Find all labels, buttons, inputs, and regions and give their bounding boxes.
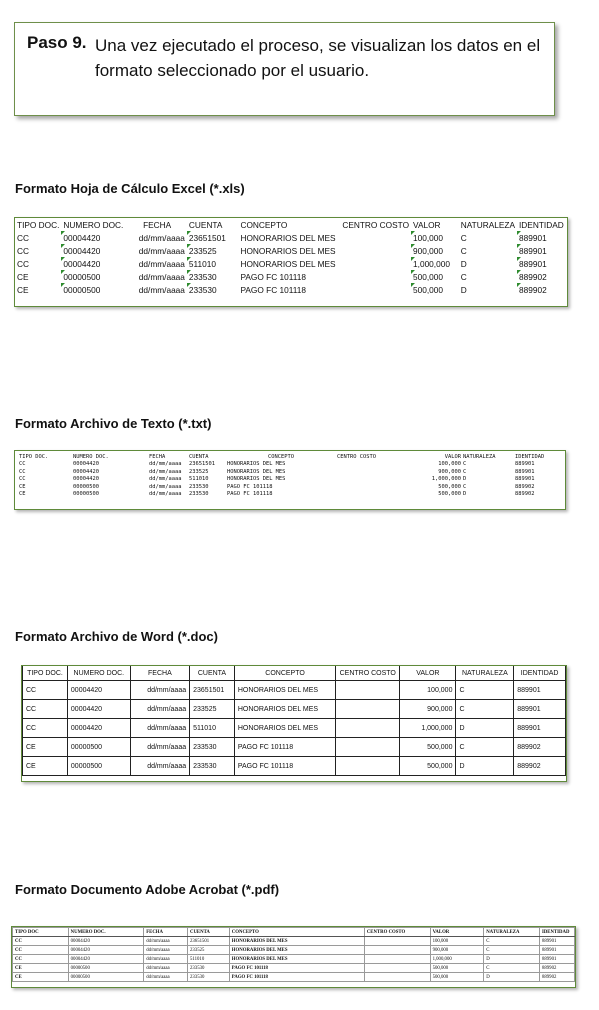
excel-table-cell: dd/mm/aaaa	[138, 271, 185, 282]
word-header-cell: CONCEPTO	[234, 666, 335, 681]
pdf-table-cell: PAGO FC 101118	[229, 964, 364, 973]
excel-table-cell: 889901	[517, 257, 567, 270]
pdf-table-cell	[364, 946, 430, 955]
pdf-table-cell: HONORARIOS DEL MES	[229, 946, 364, 955]
pdf-table-cell: 889902	[539, 973, 574, 982]
pdf-header-cell: CENTRO COSTO	[364, 928, 430, 937]
txt-header-cell: VALOR	[444, 453, 461, 460]
pdf-table-cell: 00000500	[68, 964, 144, 973]
pdf-table-cell	[364, 973, 430, 982]
txt-table-cell: C	[463, 461, 467, 468]
pdf-table	[12, 927, 575, 982]
txt-table-cell	[336, 468, 398, 476]
pdf-table-cell: 500,000	[430, 964, 484, 973]
excel-table-cell: 233530	[187, 270, 239, 283]
excel-table-row	[15, 270, 567, 283]
pdf-table-cell: 900,000	[430, 946, 484, 955]
txt-table-cell: 00004420	[73, 461, 99, 468]
txt-table-cell: HONORARIOS DEL MES	[227, 476, 286, 483]
excel-header-cell: CUENTA	[188, 219, 223, 230]
word-table-cell: 889902	[514, 757, 566, 776]
pdf-header-cell: VALOR	[430, 928, 484, 937]
word-table-cell: CC	[23, 719, 68, 738]
txt-table-cell: CC	[19, 476, 26, 483]
excel-header-cell: CONCEPTO	[240, 219, 288, 230]
pdf-table-cell	[364, 955, 430, 964]
word-table-cell: 900,000	[400, 700, 456, 719]
txt-table-cell: 889901	[515, 461, 535, 468]
txt-table-cell: 889902	[515, 483, 535, 490]
excel-table-cell: 900,000	[411, 244, 459, 257]
txt-table-cell: dd/mm/aaaa	[149, 468, 182, 475]
txt-header-cell: CONCEPTO	[268, 453, 294, 460]
pdf-table-cell: C	[484, 937, 540, 946]
pdf-section-title: Formato Documento Adobe Acrobat (*.pdf)	[15, 882, 280, 897]
excel-table-cell	[340, 244, 411, 257]
pdf-header-cell: NATURALEZA	[484, 928, 540, 937]
pdf-table-row	[13, 955, 575, 964]
excel-table-cell: D	[460, 284, 467, 295]
pdf-header-cell: CUENTA	[188, 928, 230, 937]
excel-section-title: Formato Hoja de Cálculo Excel (*.xls)	[15, 181, 245, 196]
word-table-cell: 233525	[190, 700, 235, 719]
pdf-table-cell: PAGO FC 101118	[229, 973, 364, 982]
word-table-cell: CC	[23, 681, 68, 700]
word-table-cell: 00004420	[67, 719, 130, 738]
excel-table-cell: HONORARIOS DEL MES	[240, 258, 336, 269]
excel-table-cell: 00004420	[61, 244, 127, 257]
pdf-table-cell: CC	[13, 946, 69, 955]
excel-table-cell: 511010	[187, 257, 239, 270]
excel-table-cell: 889902	[517, 270, 567, 283]
txt-preview	[14, 450, 566, 510]
excel-table-cell: 889901	[517, 231, 567, 244]
pdf-table-cell: D	[484, 973, 540, 982]
txt-table-cell: PAGO FC 101118	[227, 483, 273, 490]
excel-table-row	[15, 257, 567, 270]
word-table-cell: HONORARIOS DEL MES	[234, 681, 335, 700]
txt-table-row	[18, 461, 558, 469]
txt-table-cell: D	[463, 476, 467, 483]
txt-table-cell: dd/mm/aaaa	[149, 483, 182, 490]
word-table-row	[23, 738, 566, 757]
word-table-cell: 23651501	[190, 681, 235, 700]
txt-table-cell: 00000500	[73, 483, 99, 490]
word-preview	[21, 665, 567, 782]
pdf-table-cell: dd/mm/aaaa	[144, 955, 188, 964]
word-table-cell: 00004420	[67, 681, 130, 700]
txt-header-cell: IDENTIDAD	[515, 453, 545, 460]
word-table-cell	[336, 757, 400, 776]
excel-table-row	[15, 283, 567, 296]
pdf-table-cell: dd/mm/aaaa	[144, 946, 188, 955]
word-header-cell: IDENTIDAD	[514, 666, 566, 681]
pdf-table-cell: CC	[13, 937, 69, 946]
word-table-cell: 00000500	[67, 738, 130, 757]
word-table-cell: 233530	[190, 738, 235, 757]
excel-table-row	[15, 244, 567, 257]
txt-table-row	[18, 491, 558, 499]
excel-header-row	[15, 218, 567, 231]
excel-table-cell: 500,000	[411, 270, 459, 283]
word-table-cell: 100,000	[400, 681, 456, 700]
pdf-table-cell: CE	[13, 973, 69, 982]
pdf-table-cell: CC	[13, 955, 69, 964]
txt-table-cell: CC	[19, 461, 26, 468]
word-header-row	[23, 666, 566, 681]
word-header-cell: FECHA	[130, 666, 189, 681]
excel-table-cell: 100,000	[411, 231, 459, 244]
pdf-table-row	[13, 937, 575, 946]
pdf-table-cell: 00004420	[68, 955, 144, 964]
word-table-cell: PAGO FC 101118	[234, 738, 335, 757]
pdf-table-cell: HONORARIOS DEL MES	[229, 937, 364, 946]
word-table-cell: HONORARIOS DEL MES	[234, 700, 335, 719]
pdf-table-cell: HONORARIOS DEL MES	[229, 955, 364, 964]
txt-table-cell: 00000500	[73, 491, 99, 498]
pdf-table-cell: 889901	[539, 937, 574, 946]
txt-table-cell: HONORARIOS DEL MES	[227, 468, 286, 475]
excel-table-cell: C	[460, 271, 467, 282]
excel-header-cell: TIPO DOC.	[17, 219, 60, 230]
excel-header-cell: IDENTIDAD	[519, 219, 564, 230]
pdf-header-cell: CONCEPTO	[229, 928, 364, 937]
excel-header-cell: FECHA	[143, 219, 172, 230]
pdf-table-cell: 100,000	[430, 937, 484, 946]
word-section-title: Formato Archivo de Word (*.doc)	[15, 629, 218, 644]
word-table-cell	[336, 700, 400, 719]
txt-table-row	[18, 483, 558, 491]
word-table-cell: dd/mm/aaaa	[130, 681, 189, 700]
txt-table-cell: CC	[19, 468, 26, 475]
pdf-table-cell: dd/mm/aaaa	[144, 937, 188, 946]
word-table-cell: 00000500	[67, 757, 130, 776]
word-table-cell: dd/mm/aaaa	[130, 757, 189, 776]
txt-table-cell: dd/mm/aaaa	[149, 461, 182, 468]
word-table-cell: C	[456, 681, 514, 700]
word-table-cell: C	[456, 700, 514, 719]
txt-table-cell: 233530	[189, 491, 209, 498]
word-table-cell: 511010	[190, 719, 235, 738]
word-table-cell: CC	[23, 700, 68, 719]
pdf-table-cell: 889901	[539, 955, 574, 964]
pdf-table-cell: D	[484, 955, 540, 964]
excel-table-cell: 1,000,000	[411, 257, 459, 270]
excel-header-cell: NATURALEZA	[460, 219, 515, 230]
excel-table-cell	[340, 257, 411, 270]
pdf-table-row	[13, 973, 575, 982]
word-table	[22, 666, 566, 776]
pdf-table-cell: 00004420	[68, 937, 144, 946]
pdf-table-cell: 00004420	[68, 946, 144, 955]
txt-table-cell: dd/mm/aaaa	[149, 476, 182, 483]
excel-table-cell: dd/mm/aaaa	[138, 245, 185, 256]
txt-table-cell: 511010	[189, 476, 209, 483]
txt-table-row	[18, 468, 558, 476]
excel-table-cell: 00000500	[61, 270, 127, 283]
pdf-table-cell: 511010	[188, 955, 230, 964]
word-table-cell: 00004420	[67, 700, 130, 719]
txt-table-cell	[336, 461, 398, 469]
pdf-table-cell: 00000500	[68, 973, 144, 982]
txt-header-cell: TIPO DOC.	[19, 453, 49, 460]
txt-table-cell: 889901	[515, 476, 535, 483]
pdf-preview	[11, 926, 576, 988]
pdf-table-row	[13, 946, 575, 955]
txt-table-cell: 100,000	[438, 461, 461, 468]
word-table-cell: C	[456, 738, 514, 757]
excel-table-cell: 889902	[517, 283, 567, 296]
txt-table-cell: 889902	[515, 491, 535, 498]
word-header-cell: CUENTA	[190, 666, 235, 681]
excel-table-cell: PAGO FC 101118	[240, 284, 306, 295]
pdf-table-cell	[364, 937, 430, 946]
excel-table-cell: dd/mm/aaaa	[138, 258, 185, 269]
word-table-cell: D	[456, 719, 514, 738]
excel-table-cell: C	[460, 245, 467, 256]
excel-table-cell: CE	[17, 284, 29, 295]
word-header-cell: TIPO DOC.	[23, 666, 68, 681]
excel-table-cell: 00000500	[61, 283, 127, 296]
txt-section-title: Formato Archivo de Texto (*.txt)	[15, 416, 212, 431]
pdf-table-cell: 233530	[188, 964, 230, 973]
txt-table-cell: dd/mm/aaaa	[149, 491, 182, 498]
excel-table-cell: HONORARIOS DEL MES	[240, 232, 336, 243]
word-table-cell: PAGO FC 101118	[234, 757, 335, 776]
excel-table-cell: PAGO FC 101118	[240, 271, 306, 282]
pdf-header-cell: NUMERO DOC.	[68, 928, 144, 937]
txt-table-cell: 23651501	[189, 461, 215, 468]
excel-table-row	[15, 231, 567, 244]
word-table-cell: CE	[23, 757, 68, 776]
excel-table-cell: CC	[17, 232, 29, 243]
txt-table-cell: 500,000	[438, 483, 461, 490]
word-table-cell: 500,000	[400, 738, 456, 757]
excel-table-cell: 00004420	[61, 257, 127, 270]
word-header-cell: NUMERO DOC.	[67, 666, 130, 681]
word-table-cell: dd/mm/aaaa	[130, 719, 189, 738]
txt-table-row	[18, 476, 558, 484]
step-callout-box	[14, 22, 555, 116]
pdf-table-cell: 233530	[188, 973, 230, 982]
excel-header-cell: CENTRO COSTO	[342, 219, 410, 230]
excel-table-cell	[340, 270, 411, 283]
word-table-cell: 889901	[514, 719, 566, 738]
txt-header-cell: NUMERO DOC.	[73, 453, 109, 460]
excel-table-cell	[340, 231, 411, 244]
txt-table-cell: PAGO FC 101118	[227, 491, 273, 498]
txt-table-cell	[336, 476, 398, 484]
excel-table-cell: dd/mm/aaaa	[138, 284, 185, 295]
txt-table-cell	[336, 483, 398, 491]
step-label: Paso 9.	[27, 33, 87, 52]
pdf-header-cell: FECHA	[144, 928, 188, 937]
txt-table-cell: 233530	[189, 483, 209, 490]
pdf-table-cell: 233525	[188, 946, 230, 955]
pdf-table-cell: 889901	[539, 946, 574, 955]
pdf-table-cell: CE	[13, 964, 69, 973]
word-table-cell	[336, 681, 400, 700]
pdf-table-cell: dd/mm/aaaa	[144, 973, 188, 982]
txt-header-cell: CUENTA	[189, 453, 209, 460]
txt-table	[18, 453, 558, 498]
txt-table-cell	[336, 491, 398, 499]
txt-table-cell: HONORARIOS DEL MES	[227, 461, 286, 468]
excel-table-cell: CC	[17, 245, 29, 256]
word-table-cell: 889901	[514, 681, 566, 700]
txt-header-row	[18, 453, 558, 461]
step-description: Una vez ejecutado el proceso, se visualizan los datos en el formato seleccionado por el usuario.	[95, 36, 541, 80]
txt-table-cell: C	[463, 483, 467, 490]
word-table-row	[23, 757, 566, 776]
word-table-cell: HONORARIOS DEL MES	[234, 719, 335, 738]
txt-table-cell: D	[463, 491, 467, 498]
txt-table-cell: CE	[19, 491, 26, 498]
word-header-cell: CENTRO COSTO	[336, 666, 400, 681]
pdf-table-cell: 1,000,000	[430, 955, 484, 964]
word-table-row	[23, 681, 566, 700]
excel-header-cell: NUMERO DOC.	[63, 219, 124, 230]
pdf-header-row	[13, 928, 575, 937]
txt-table-cell: 900,000	[438, 468, 461, 475]
excel-table-cell	[340, 283, 411, 296]
txt-table-cell: 00004420	[73, 468, 99, 475]
pdf-table-cell	[364, 964, 430, 973]
txt-header-cell: CENTRO COSTO	[337, 453, 376, 460]
pdf-table-cell: C	[484, 964, 540, 973]
excel-table-cell: 500,000	[411, 283, 459, 296]
word-table-cell: dd/mm/aaaa	[130, 700, 189, 719]
word-header-cell: NATURALEZA	[456, 666, 514, 681]
pdf-table-cell: 889902	[539, 964, 574, 973]
word-table-cell: CE	[23, 738, 68, 757]
pdf-table-cell: dd/mm/aaaa	[144, 964, 188, 973]
excel-table-cell: 23651501	[187, 231, 239, 244]
txt-table-cell: 00004420	[73, 476, 99, 483]
excel-header-cell: VALOR	[413, 219, 441, 230]
excel-table-cell: C	[460, 232, 467, 243]
word-table-cell: 500,000	[400, 757, 456, 776]
excel-table	[15, 218, 567, 296]
excel-table-cell: 233530	[187, 283, 239, 296]
pdf-table-cell: 500,000	[430, 973, 484, 982]
word-table-cell: 889902	[514, 738, 566, 757]
pdf-table-cell: 23651501	[188, 937, 230, 946]
word-table-cell: 1,000,000	[400, 719, 456, 738]
excel-table-cell: 00004420	[61, 231, 127, 244]
word-table-row	[23, 700, 566, 719]
excel-table-cell: D	[460, 258, 467, 269]
txt-table-cell: 1,000,000	[431, 476, 461, 483]
excel-table-cell: dd/mm/aaaa	[138, 232, 185, 243]
word-table-cell: dd/mm/aaaa	[130, 738, 189, 757]
pdf-table-row	[13, 964, 575, 973]
txt-table-cell: 889901	[515, 468, 535, 475]
word-table-cell: 233530	[190, 757, 235, 776]
excel-table-cell: HONORARIOS DEL MES	[240, 245, 336, 256]
txt-table-cell: C	[463, 468, 467, 475]
txt-table-cell: 233525	[189, 468, 209, 475]
pdf-header-cell: TIPO DOC	[13, 928, 69, 937]
word-table-cell: D	[456, 757, 514, 776]
excel-table-cell: 889901	[517, 244, 567, 257]
txt-table-cell: CE	[19, 483, 26, 490]
txt-table-cell: 500,000	[438, 491, 461, 498]
excel-table-cell: CE	[17, 271, 29, 282]
pdf-table-cell: C	[484, 946, 540, 955]
txt-header-cell: FECHA	[149, 453, 166, 460]
word-header-cell: VALOR	[400, 666, 456, 681]
pdf-header-cell: IDENTIDAD	[539, 928, 574, 937]
word-table-row	[23, 719, 566, 738]
excel-preview	[14, 217, 568, 307]
word-table-cell	[336, 719, 400, 738]
excel-table-cell: 233525	[187, 244, 239, 257]
txt-header-cell: NATURALEZA	[463, 453, 496, 460]
excel-table-cell: CC	[17, 258, 29, 269]
word-table-cell: 889901	[514, 700, 566, 719]
word-table-cell	[336, 738, 400, 757]
